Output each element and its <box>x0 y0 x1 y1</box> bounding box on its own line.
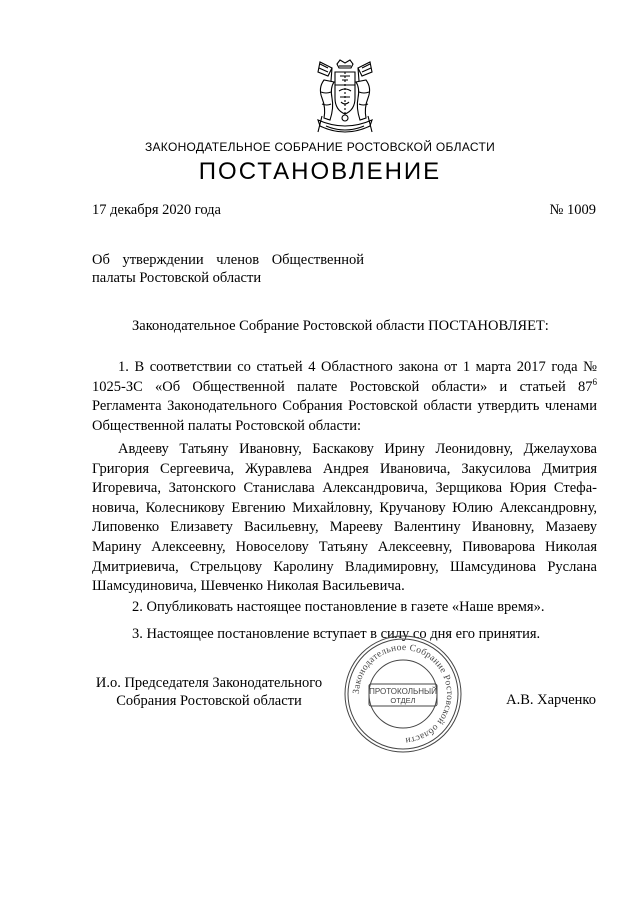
signatory-position-line-1: И.о. Председателя Законодательного <box>95 675 323 691</box>
document-subject: Об утверждении членов Общественной палаты Ростовской области <box>92 252 364 286</box>
stamp-center-line-1: ПРОТОКОЛЬНЫЙ <box>369 687 437 696</box>
signatory-name: А.В. Харченко <box>506 692 596 708</box>
clause-1-superscript: 6 <box>592 376 597 387</box>
coat-of-arms-icon <box>304 58 386 140</box>
clause-1-text-b: Регламента Законодательного Собрания Ростовской области утвердить членами Общественной палаты Ростовской области: <box>92 398 597 434</box>
clause-1-text-a: 1. В соответствии со статьей 4 Областного закона от 1 марта 2017 года № 1025-ЗС «Об Общественной палате Ростовской области» и статьей 87 <box>92 359 597 395</box>
signatory-position <box>92 674 326 710</box>
stamp-center-line-2: ОТДЕЛ <box>390 696 416 705</box>
document-date: 17 декабря 2020 года <box>92 202 221 218</box>
members-list: Авдееву Татьяну Ивановну, Баскакову Ирину Леонидовну, Джелаухова Григория Сергеевича, Журавлева Андрея Ивановича, Закусилова Дмитрия Игоревича, Затонского Станислава Александровича, Зерщикова Юрия Стефановича, Колесникову Евгению Михайловну, Кручанову Юлию Александровну, Липовенко Елизавету Васильевну, Марееву Валентину Ивановну, Мазаеву Марину Алексеевну, Новоселову Татьяну Алексеевну, Пивоварова Николая Дмитриевича, Стрельцову Каролину Владимировну, Шамсудинова Руслана Шамсудиновича, Шевченко Николая Васильевича. <box>92 441 597 595</box>
preamble: Законодательное Собрание Ростовской области ПОСТАНОВЛЯЕТ: <box>132 318 549 334</box>
document-number: № 1009 <box>549 202 596 218</box>
document-type-title: ПОСТАНОВЛЕНИЕ <box>198 158 442 185</box>
signatory-position-line-2: Собрания Ростовской области <box>116 693 302 709</box>
stamp-ring-text: Законодательное Собрание Ростовской области <box>351 642 455 745</box>
clause-1 <box>92 358 597 436</box>
official-stamp <box>341 632 465 756</box>
clause-3: 3. Настоящее постановление вступает в силу со дня его принятия. <box>132 626 541 642</box>
organization-name: ЗАКОНОДАТЕЛЬНОЕ СОБРАНИЕ РОСТОВСКОЙ ОБЛАСТИ <box>144 140 496 154</box>
clause-2: 2. Опубликовать настоящее постановление в газете «Наше время». <box>132 599 545 615</box>
